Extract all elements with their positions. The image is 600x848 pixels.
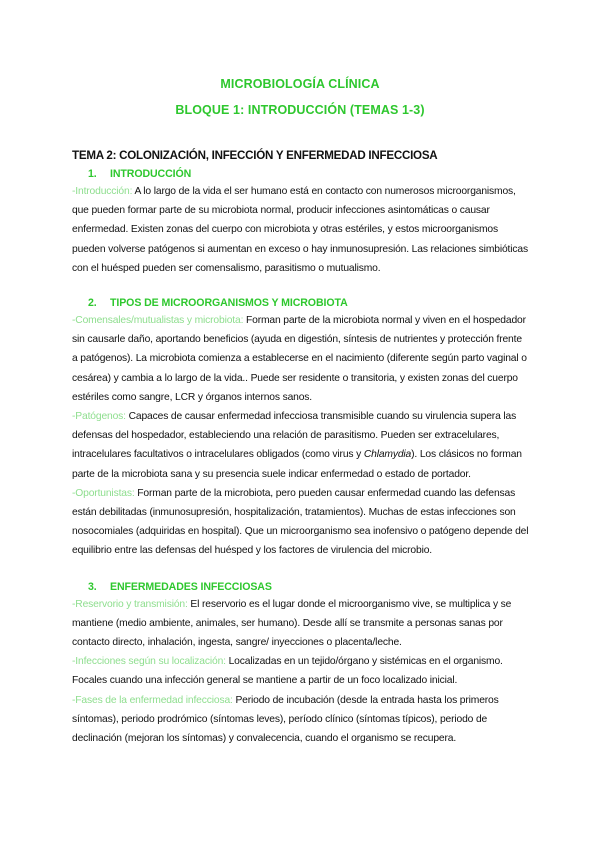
topic-heading: TEMA 2: COLONIZACIÓN, INFECCIÓN Y ENFERMEDAD INFECCIOSA [72,149,438,162]
paragraph-reservorio [72,595,529,653]
section-title: INTRODUCCIÓN [110,168,192,180]
document-body [72,149,529,748]
paragraph-fases [72,691,529,749]
section-body-tipos [72,311,529,561]
document-title: MICROBIOLOGÍA CLÍNICA [220,77,380,91]
section-heading-tipos [72,297,529,310]
title-block [0,77,600,117]
paragraph-text: Capaces de causar enfermedad infecciosa transmisible cuando su virulencia supera las defensas del hospedador, estableciendo una relación de parasitismo. Pueden ser extracelulares, intracelulares facultativos o intracelulares obligados (como virus y [72,411,517,461]
paragraph-text: A lo largo de la vida el ser humano está en contacto con numerosos microorganismos, que pueden formar parte de su microbiota normal, producir infecciones asintomáticas o causar enfermedad. Existen zonas del cuerpo con microbiota y otras estériles, y estos microorganismos pueden volverse patógenos si aumentan en exceso o hay inmunosupresión. Las relaciones simbióticas con el huésped pueden ser comensalismo, parasitismo o mutualismo. [72,186,528,274]
paragraph-text: Forman parte de la microbiota normal y viven en el hospedador sin causarle daño, aportando beneficios (ayuda en digestión, síntesis de nutrientes y protección frente a patógenos). La microbiota comienza a establecerse en el nacimiento (diferente según parto vaginal o cesárea) y cambia a lo largo de la vida.. Puede ser residente o transitoria, y existen zonas del cuerpo estériles como sangre, LCR y órganos internos sanos. [72,315,527,403]
paragraph-text-after: ). Los clásicos no forman parte de la microbiota sana y su presencia suele indicar enfermedad o estado de portador. [72,449,522,480]
paragraph-comensales [72,311,529,407]
paragraph-label: -Comensales/mutualistas y microbiota: [72,315,244,327]
paragraph-text: Forman parte de la microbiota, pero pueden causar enfermedad cuando las defensas están debilitadas (inmunosupresión, hospitalización, tratamientos). Muchas de estas infecciones son nosocomiales (adquiridas en hospital). Que un microorganismo sea inofensivo o patógeno depende del equilibrio entre las defensas del huésped y los factores de virulencia del microbio. [72,487,529,557]
paragraph-text: El reservorio es el lugar donde el microorganismo vive, se multiplica y se mantiene (medio ambiente, animales, ser humano). Desde allí se transmite a personas sanas por contacto directo, inhalación, ingesta, sangre/ inyecciones o placenta/leche. [72,598,512,649]
paragraph-italic-term: Chlamydia [363,449,412,461]
paragraph-label: -Reservorio y transmisión: [72,598,188,610]
section-heading-introduccion [72,168,529,181]
paragraph-localizacion [72,652,529,690]
paragraph-patogenos [72,407,529,484]
section-number: 2. [88,297,97,310]
paragraph-label: -Infecciones según su localización: [72,656,226,668]
paragraph-text: Periodo de incubación (desde la entrada hasta los primeros síntomas), periodo prodrómico (síntomas leves), período clínico (síntomas típicos), periodo de declinación (mejoran los síntomas) y convalecencia, cuando el organismo se recupera. [72,694,499,745]
section-body-enfermedades [72,595,529,749]
section-title: ENFERMEDADES INFECCIOSAS [110,580,272,593]
paragraph-oportunistas [72,484,529,561]
paragraph-label: -Fases de la enfermedad infecciosa: [72,694,233,706]
paragraph-text: Localizadas en un tejido/órgano y sistémicas en el organismo. Focales cuando una infección general se mantiene a partir de un foco localizado inicial. [72,656,503,687]
paragraph-label: -Oportunistas: [72,487,135,499]
section-heading-enfermedades [72,581,529,594]
section-number: 3. [88,580,97,593]
paragraph-label: -Introducción: [72,186,133,197]
section-number: 1. [88,168,97,180]
section-title: TIPOS DE MICROORGANISMOS Y MICROBIOTA [110,297,348,310]
paragraph-introduccion [72,182,529,278]
paragraph-label: -Patógenos: [72,411,126,423]
document-subtitle: BLOQUE 1: INTRODUCCIÓN (TEMAS 1-3) [175,103,425,117]
